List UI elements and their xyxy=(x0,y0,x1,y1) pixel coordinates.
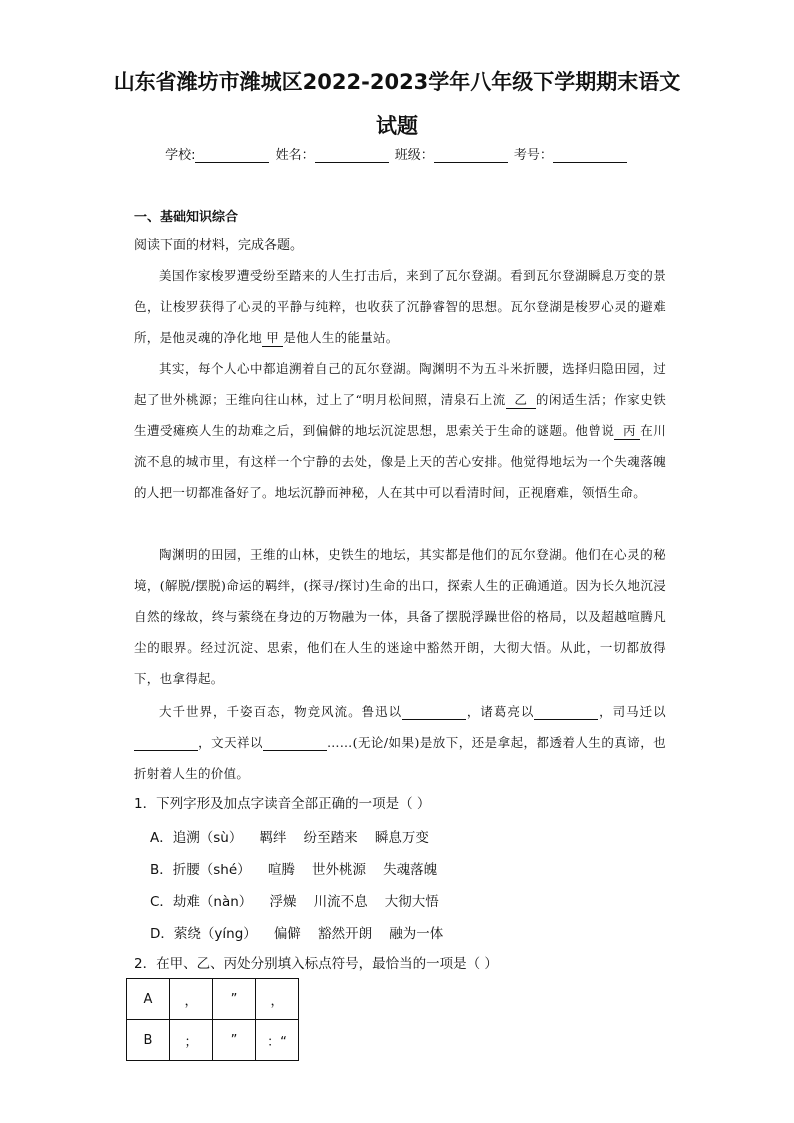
exam-number-field[interactable] xyxy=(553,148,627,163)
table-cell: ：“ xyxy=(256,1020,299,1061)
option-letter: B xyxy=(127,1020,170,1061)
passage-paragraph-3: 陶渊明的田园，王维的山林，史铁生的地坛，其实都是他们的瓦尔登湖。他们在心灵的秘境，(解脱/摆脱)命运的羁绊，(探寻/探讨)生命的出口，探索人生的正确通道。因为长久地沉浸自然的缘故，终与萦绕在身边的万物融为一体，具备了摆脱浮躁世俗的格局，以及超越喧腾凡尘的眼界。经过沉淀、思索，他们在人生的迷途中豁然开朗，大彻大悟。从此，一切都放得下，也拿得起。 xyxy=(134,547,666,686)
passage-paragraph-2 xyxy=(134,353,666,508)
name-field[interactable] xyxy=(315,148,389,163)
table-row[interactable] xyxy=(127,979,299,1020)
fill-blank-1[interactable] xyxy=(402,705,466,720)
fill-blank-3[interactable] xyxy=(134,736,198,751)
p4-text-d: ，文天祥以 xyxy=(198,735,263,750)
blank-yi: 乙 xyxy=(506,392,536,409)
name-label: 姓名： xyxy=(275,148,315,163)
question-2-stem: 2．在甲、乙、丙处分别填入标点符号，最恰当的一项是（ ） xyxy=(134,956,498,972)
class-field[interactable] xyxy=(434,148,508,163)
school-label: 学校: xyxy=(165,148,196,163)
table-cell: ， xyxy=(170,979,213,1020)
document-title-line1: 山东省潍坊市潍城区2022-2023学年八年级下学期期末语文 xyxy=(113,70,681,94)
table-row[interactable] xyxy=(127,1020,299,1061)
section-heading: 一、基础知识综合 xyxy=(134,210,239,225)
table-cell: ” xyxy=(213,1020,256,1061)
p4-text-e: ……(无论/如果)是放下，还是拿起，都透着人生的真谛，也折射着人生的价值。 xyxy=(134,735,666,781)
fill-blank-4[interactable] xyxy=(263,736,327,751)
class-label: 班级： xyxy=(394,148,434,163)
p4-text-c: ，司马迁以 xyxy=(598,704,666,719)
question-2-options-table xyxy=(126,978,299,1061)
passage-paragraph-4 xyxy=(134,696,666,789)
option-letter: A xyxy=(127,979,170,1020)
p2-text-b: 的闲适生活；作家史铁生遭受瘫痪人生的劫难之后，到偏僻的地坛沉淀思想，思索关于生命的谜题。他曾说 xyxy=(134,392,666,438)
fill-blank-2[interactable] xyxy=(534,705,598,720)
p1-text-b: 是他人生的能量站。 xyxy=(283,330,399,345)
exam-number-label: 考号： xyxy=(513,148,553,163)
document-title-line2: 试题 xyxy=(376,114,418,138)
table-cell: ” xyxy=(213,979,256,1020)
question-1-option-a[interactable]: A．追溯（sù） 羁绊 纷至踏来 瞬息万变 xyxy=(150,830,429,846)
question-1-option-c[interactable]: C．劫难（nàn） 浮燥 川流不息 大彻大悟 xyxy=(150,894,439,910)
p2-text-a: 其实，每个人心中都追溯着自己的瓦尔登湖。陶渊明不为五斗米折腰，选择归隐田园，过起了世外桃源；王维向往山林，过上了“明月松间照，清泉石上流 xyxy=(134,361,666,407)
p2-text-c: 在川流不息的城市里，有这样一个宁静的去处，像是上天的苦心安排。他觉得地坛为一个失魂落魄的人把一切都准备好了。地坛沉静而神秘，人在其中可以看清时间，正视磨难，领悟生命。 xyxy=(134,423,666,500)
table-cell: ， xyxy=(256,979,299,1020)
table-cell: ； xyxy=(170,1020,213,1061)
student-info-line xyxy=(0,144,794,163)
question-1-option-b[interactable]: B．折腰（shé） 喧腾 世外桃源 失魂落魄 xyxy=(150,862,438,878)
p4-text-b: ，诸葛亮以 xyxy=(466,704,535,719)
question-1-stem: 1．下列字形及加点字读音全部正确的一项是（ ） xyxy=(134,796,431,812)
p4-text-a: 大千世界，千姿百态，物竞风流。鲁迅以 xyxy=(159,704,403,719)
p1-text-a: 美国作家梭罗遭受纷至踏来的人生打击后，来到了瓦尔登湖。看到瓦尔登湖瞬息万变的景色，让梭罗获得了心灵的平静与纯粹，也收获了沉静睿智的思想。瓦尔登湖是梭罗心灵的避难所，是他灵魂的净化地 xyxy=(134,268,666,345)
blank-bing: 丙 xyxy=(614,423,640,440)
blank-jia: 甲 xyxy=(262,330,283,347)
passage-paragraph-1 xyxy=(134,260,666,353)
school-field[interactable] xyxy=(195,148,269,163)
section-instruction: 阅读下面的材料，完成各题。 xyxy=(134,238,304,253)
question-1-option-d[interactable]: D．萦绕（yíng） 偏僻 豁然开朗 融为一体 xyxy=(150,926,444,942)
